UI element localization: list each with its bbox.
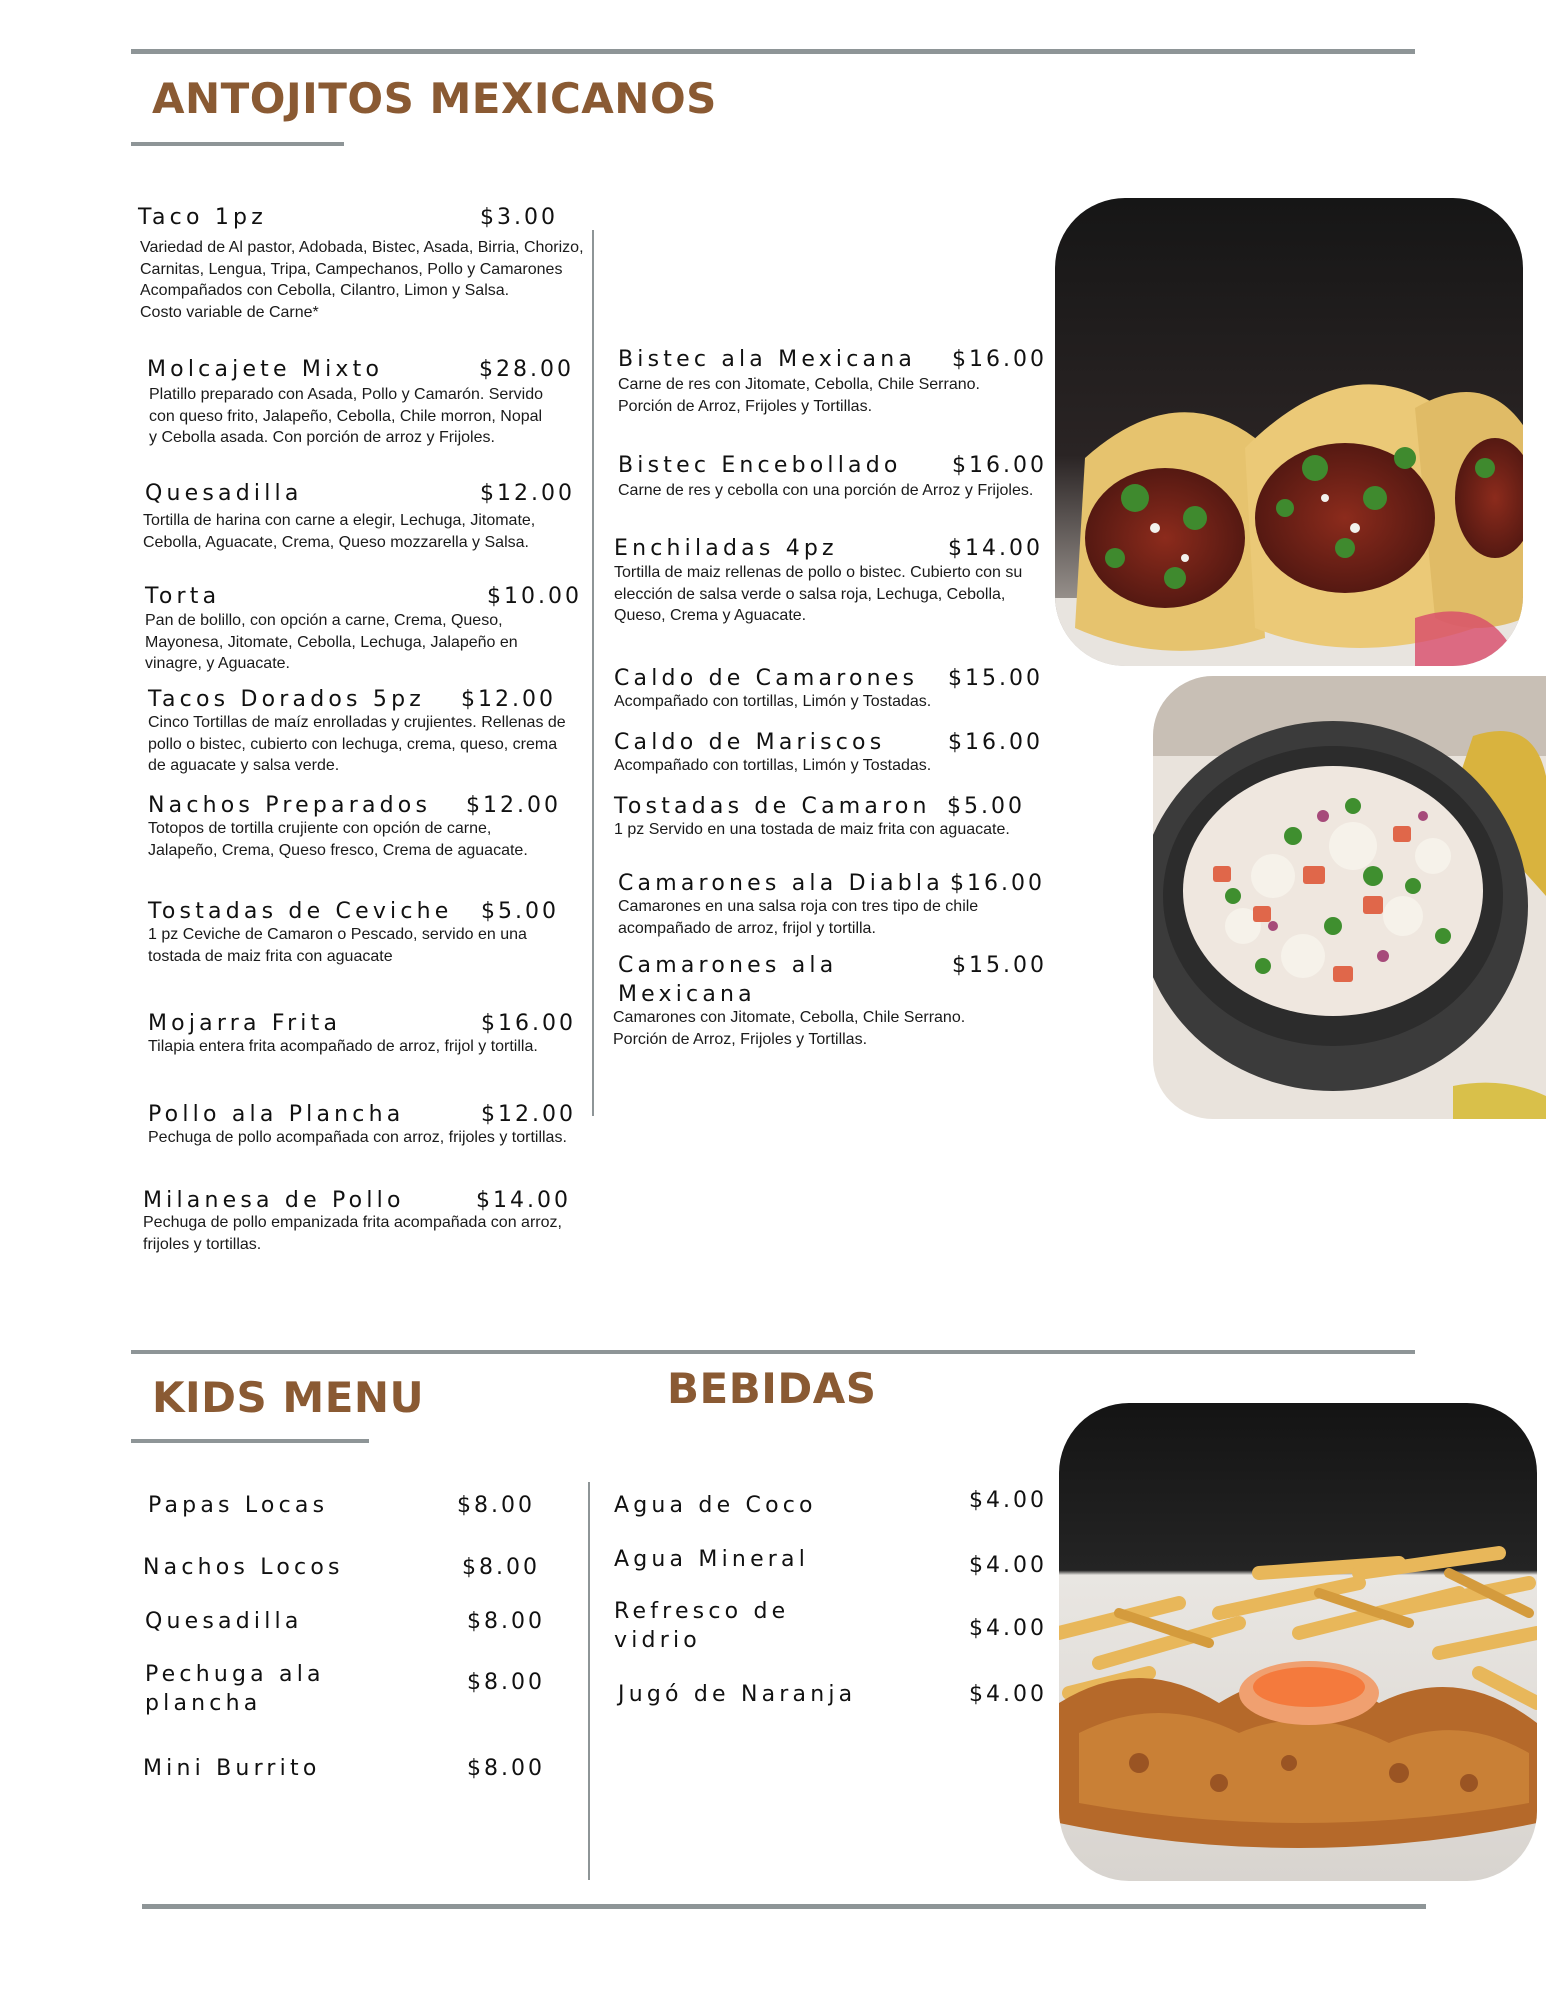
item-name: Pollo ala Plancha (148, 1102, 405, 1127)
item-description: Tilapia entera frita acompañado de arroz, frijol y tortilla. (148, 1038, 538, 1055)
item-price: $12.00 (481, 1102, 576, 1127)
item-price: $14.00 (476, 1188, 571, 1213)
top-rule (131, 49, 1415, 54)
item-price: $16.00 (952, 347, 1047, 372)
middle-rule (131, 1350, 1415, 1354)
item-price: $12.00 (480, 481, 575, 506)
ceviche-photo (1153, 676, 1546, 1119)
item-name: Tacos Dorados 5pz (148, 687, 426, 712)
item-price: $8.00 (467, 1609, 545, 1634)
item-price: $12.00 (461, 687, 556, 712)
item-description: Pan de bolillo, con opción a carne, Crema, Queso, Mayonesa, Jitomate, Cebolla, Lechuga, Jalapeño en vinagre, y Aguacate. (145, 612, 518, 672)
item-description: Cinco Tortillas de maíz enrolladas y crujientes. Rellenas de pollo o bistec, cubierto con lechuga, crema, queso, crema de aguacate y salsa verde. (148, 714, 566, 774)
item-price: $16.00 (948, 730, 1043, 755)
item-name: Bistec ala Mexicana (618, 347, 917, 372)
item-description: Carne de res y cebolla con una porción de Arroz y Frijoles. (618, 482, 1034, 499)
item-name: Milanesa de Pollo (143, 1188, 405, 1213)
item-name: Taco 1pz (138, 205, 267, 230)
antojitos-column-divider (592, 230, 594, 1116)
item-price: $10.00 (487, 584, 582, 609)
item-description: 1 pz Ceviche de Camaron o Pescado, servido en una tostada de maiz frita con aguacate (148, 926, 527, 965)
item-price: $5.00 (481, 899, 559, 924)
item-name: Papas Locas (148, 1493, 329, 1518)
item-price: $28.00 (479, 357, 574, 382)
item-description: Totopos de tortilla crujiente con opción de carne, Jalapeño, Crema, Queso fresco, Crema de aguacate. (148, 820, 528, 859)
item-price: $16.00 (481, 1011, 576, 1036)
bottom-rule (142, 1904, 1426, 1909)
item-description: Variedad de Al pastor, Adobada, Bistec, Asada, Birria, Chorizo, Carnitas, Lengua, Tripa, Campechanos, Pollo y Camarones Acompañados con Cebolla, Cilantro, Limon y Salsa. Costo variable de Carne* (140, 239, 584, 321)
item-description: Camarones con Jitomate, Cebolla, Chile Serrano. Porción de Arroz, Frijoles y Tortillas. (613, 1009, 966, 1048)
item-description: Platillo preparado con Asada, Pollo y Camarón. Servido con queso frito, Jalapeño, Cebolla, Chile morron, Nopal y Cebolla asada. Con porción de arroz y Frijoles. (149, 386, 543, 446)
item-name: Quesadilla (145, 1609, 303, 1634)
item-description: Acompañado con tortillas, Limón y Tostadas. (614, 693, 932, 710)
item-price: $8.00 (457, 1493, 535, 1518)
item-name: Mojarra Frita (148, 1011, 342, 1036)
chicken-fries-photo (1059, 1403, 1537, 1881)
antojitos-title: ANTOJITOS MEXICANOS (152, 74, 717, 123)
kids-underline (131, 1439, 369, 1443)
item-name: Nachos Locos (143, 1555, 344, 1580)
item-name: Enchiladas 4pz (614, 536, 838, 561)
item-name: Quesadilla (145, 481, 303, 506)
item-price: $8.00 (467, 1670, 545, 1695)
item-price: $4.00 (969, 1488, 1047, 1513)
item-name: Agua de Coco (614, 1493, 817, 1518)
item-price: $5.00 (947, 794, 1025, 819)
item-price: $4.00 (969, 1682, 1047, 1707)
item-price: $8.00 (462, 1555, 540, 1580)
antojitos-underline (131, 142, 344, 146)
item-name: Mini Burrito (143, 1756, 321, 1781)
kids-bebidas-divider (588, 1482, 590, 1880)
item-description: Camarones en una salsa roja con tres tipo de chile acompañado de arroz, frijol y tortilla. (618, 898, 979, 937)
item-price: $8.00 (467, 1756, 545, 1781)
item-price: $3.00 (480, 205, 558, 230)
item-name: Molcajete Mixto (147, 357, 384, 382)
item-description: Tortilla de maiz rellenas de pollo o bistec. Cubierto con su elección de salsa verde o salsa roja, Lechuga, Cebolla, Queso, Crema y Aguacate. (614, 564, 1023, 624)
item-price: $4.00 (969, 1616, 1047, 1641)
item-name: Jugó de Naranja (618, 1682, 857, 1707)
item-description: Carne de res con Jitomate, Cebolla, Chile Serrano. Porción de Arroz, Frijoles y Tortillas. (618, 376, 980, 415)
item-name: Bistec Encebollado (618, 453, 902, 478)
bebidas-title: BEBIDAS (667, 1364, 877, 1413)
item-name: Refresco de vidrio (614, 1599, 790, 1653)
item-name: Pechuga ala plancha (145, 1662, 325, 1716)
item-price: $14.00 (948, 536, 1043, 561)
item-price: $16.00 (952, 453, 1047, 478)
item-description: Pechuga de pollo acompañada con arroz, frijoles y tortillas. (148, 1129, 567, 1146)
item-name: Caldo de Camarones (614, 666, 919, 691)
item-price: $16.00 (950, 871, 1045, 896)
item-name: Camarones ala Mexicana (618, 953, 838, 1007)
kids-menu-title: KIDS MENU (152, 1373, 425, 1422)
item-name: Tostadas de Camaron (614, 794, 931, 819)
item-name: Agua Mineral (614, 1547, 810, 1572)
item-description: Acompañado con tortillas, Limón y Tostadas. (614, 757, 932, 774)
item-description: Tortilla de harina con carne a elegir, Lechuga, Jitomate, Cebolla, Aguacate, Crema, Queso mozzarella y Salsa. (143, 512, 536, 551)
item-price: $15.00 (952, 953, 1047, 978)
item-name: Torta (145, 584, 221, 609)
tacos-photo (1055, 198, 1523, 666)
item-description: 1 pz Servido en una tostada de maiz frita con aguacate. (614, 821, 1010, 838)
item-name: Camarones ala Diabla (618, 871, 944, 896)
item-price: $4.00 (969, 1553, 1047, 1578)
item-price: $15.00 (948, 666, 1043, 691)
item-name: Nachos Preparados (148, 793, 432, 818)
item-price: $12.00 (466, 793, 561, 818)
item-name: Caldo de Mariscos (614, 730, 886, 755)
item-description: Pechuga de pollo empanizada frita acompañada con arroz, frijoles y tortillas. (143, 1214, 562, 1253)
item-name: Tostadas de Ceviche (148, 899, 453, 924)
